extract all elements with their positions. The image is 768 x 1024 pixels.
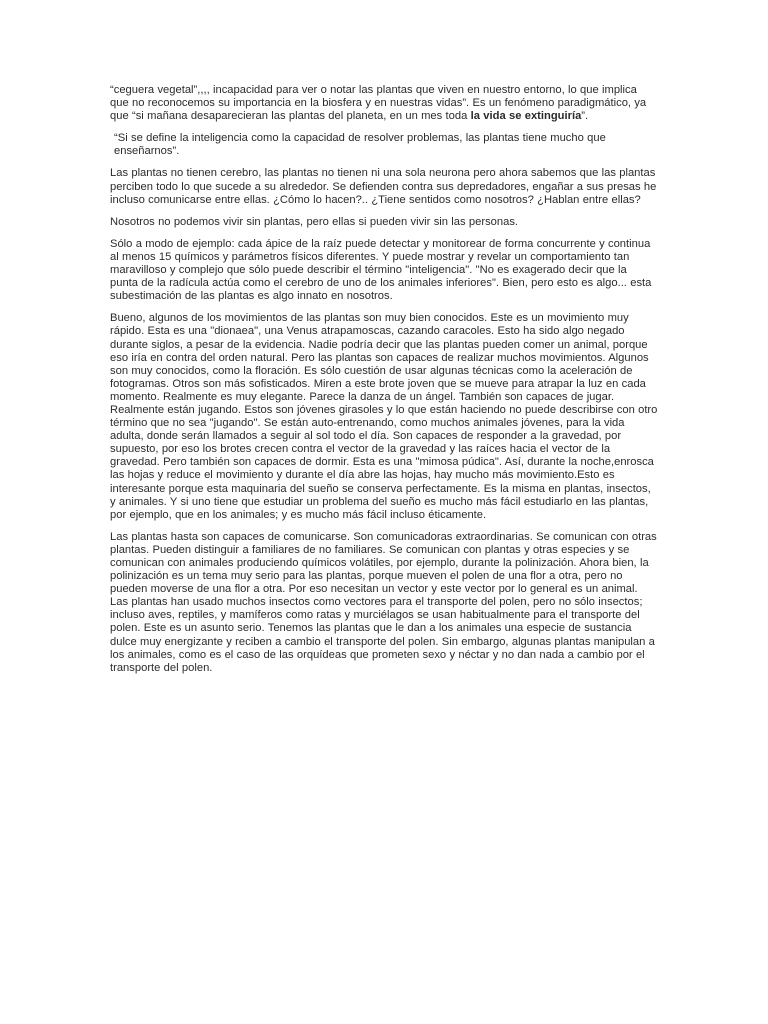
- paragraph-1-text: “ceguera vegetal”,,,, incapacidad para ver o notar las plantas que viven en nuestro entorno, lo que implica que no reconocemos su importancia en la biosfera y en nuestras vidas”. Es un fenómeno paradigmático, ya que “si mañana desaparecieran las plantas del planeta, en un mes toda: [110, 84, 647, 123]
- paragraph-inteligencia-quote: “Si se define la inteligencia como la capacidad de resolver problemas, las plantas tiene mucho que enseñarnos”.: [114, 132, 606, 158]
- document-page: [110, 84, 658, 684]
- paragraph-comunicacion: Las plantas hasta son capaces de comunicarse. Son comunicadoras extraordinarias. Se comunican con otras plantas. Pueden distinguir a familiares de no familiares. Se comunican con plantas y otras especies y se comunican con animales produciendo químicos volátiles, por ejemplo, durante la polinización. Ahora bien, la polinización es un tema muy serio para las plantas, porque mueven el polen de una flor a otra, pero no pueden moverse de una flor a otra. Por eso necesitan un vector y este vector por lo general es un animal. Las plantas han usado muchos insectos como vectores para el transporte del polen, pero no sólo insectos; incluso aves, reptiles, y mamíferos como ratas y murciélagos se usan habitualmente para el transporte del polen. Este es un asunto serio. Tenemos las plantas que le dan a los animales una especie de sustancia dulce muy energizante y reciben a cambio el transporte del polen. Sin embargo, algunas plantas manipulan a los animales, como es el caso de las orquídeas que prometen sexo y néctar y no dan nada a cambio por el transporte del polen.: [110, 530, 657, 674]
- paragraph-1-ending: ”.: [581, 110, 589, 123]
- paragraph-ceguera-vegetal: [110, 84, 658, 123]
- paragraph-1-bold-phrase: la vida se extinguiría: [470, 110, 582, 123]
- paragraph-apice-raiz: Sólo a modo de ejemplo: cada ápice de la raíz puede detectar y monitorear de forma concurrente y continua al menos 15 químicos y parámetros físicos diferentes. Y puede mostrar y revelar un comportamiento tan maravilloso y complejo que sólo puede describir el término "inteligencia". "No es exagerado decir que la punta de la radícula actúa como el cerebro de uno de los animales inferiores". Bien, pero esto es algo... esta subestimación de las plantas es algo innato en nosotros.: [110, 237, 652, 303]
- paragraph-vivir-sin-plantas: Nosotros no podemos vivir sin plantas, pero ellas si pueden vivir sin las personas.: [110, 215, 519, 228]
- paragraph-sin-cerebro: Las plantas no tienen cerebro, las plantas no tienen ni una sola neurona pero ahora sabemos que las plantas perciben todo lo que sucede a su alrededor. Se defienden contra sus depredadores, engañar a sus presas he incluso comunicarse entre ellas. ¿Cómo lo hacen?.. ¿Tiene sentidos como nosotros? ¿Hablan entre ellas?: [110, 167, 657, 206]
- paragraph-movimientos: Bueno, algunos de los movimientos de las plantas son muy bien conocidos. Este es un movimiento muy rápido. Esta es una "dionaea", una Venus atrapamoscas, cazando caracoles. Esto ha sido algo negado durante siglos, a pesar de la evidencia. Nadie podría decir que las plantas pueden comer un animal, porque eso iría en contra del orden natural. Pero las plantas son capaces de realizar muchos movimientos. Algunos son muy conocidos, como la floración. Es sólo cuestión de usar algunas técnicas como la aceleración de fotogramas. Otros son más sofisticados. Miren a este brote joven que se mueve para atrapar la luz en cada momento. Realmente es muy elegante. Parece la danza de un ángel. También son capaces de jugar. Realmente están jugando. Estos son jóvenes girasoles y lo que están haciendo no puede describirse con otro término que no sea "jugando". Se están auto-entrenando, como muchos animales jóvenes, para la vida adulta, donde serán llamados a seguir al sol todo el día. Son capaces de responder a la gravedad, por supuesto, por eso los brotes crecen contra el vector de la gravedad y las raíces hacia el vector de la gravedad. Pero también son capaces de dormir. Esta es una "mimosa púdica". Así, durante la noche,enrosca las hojas y reduce el movimiento y durante el día abre las hojas, hay mucho más movimiento.Esto es interesante porque esta maquinaria del sueño se conserva perfectamente. Es la misma en plantas, insectos, y animales. Y si uno tiene que estudiar un problema del sueño es mucho más fácil estudiarlo en las plantas, por ejemplo, que en los animales; y es mucho más fácil incluso éticamente.: [110, 312, 658, 521]
